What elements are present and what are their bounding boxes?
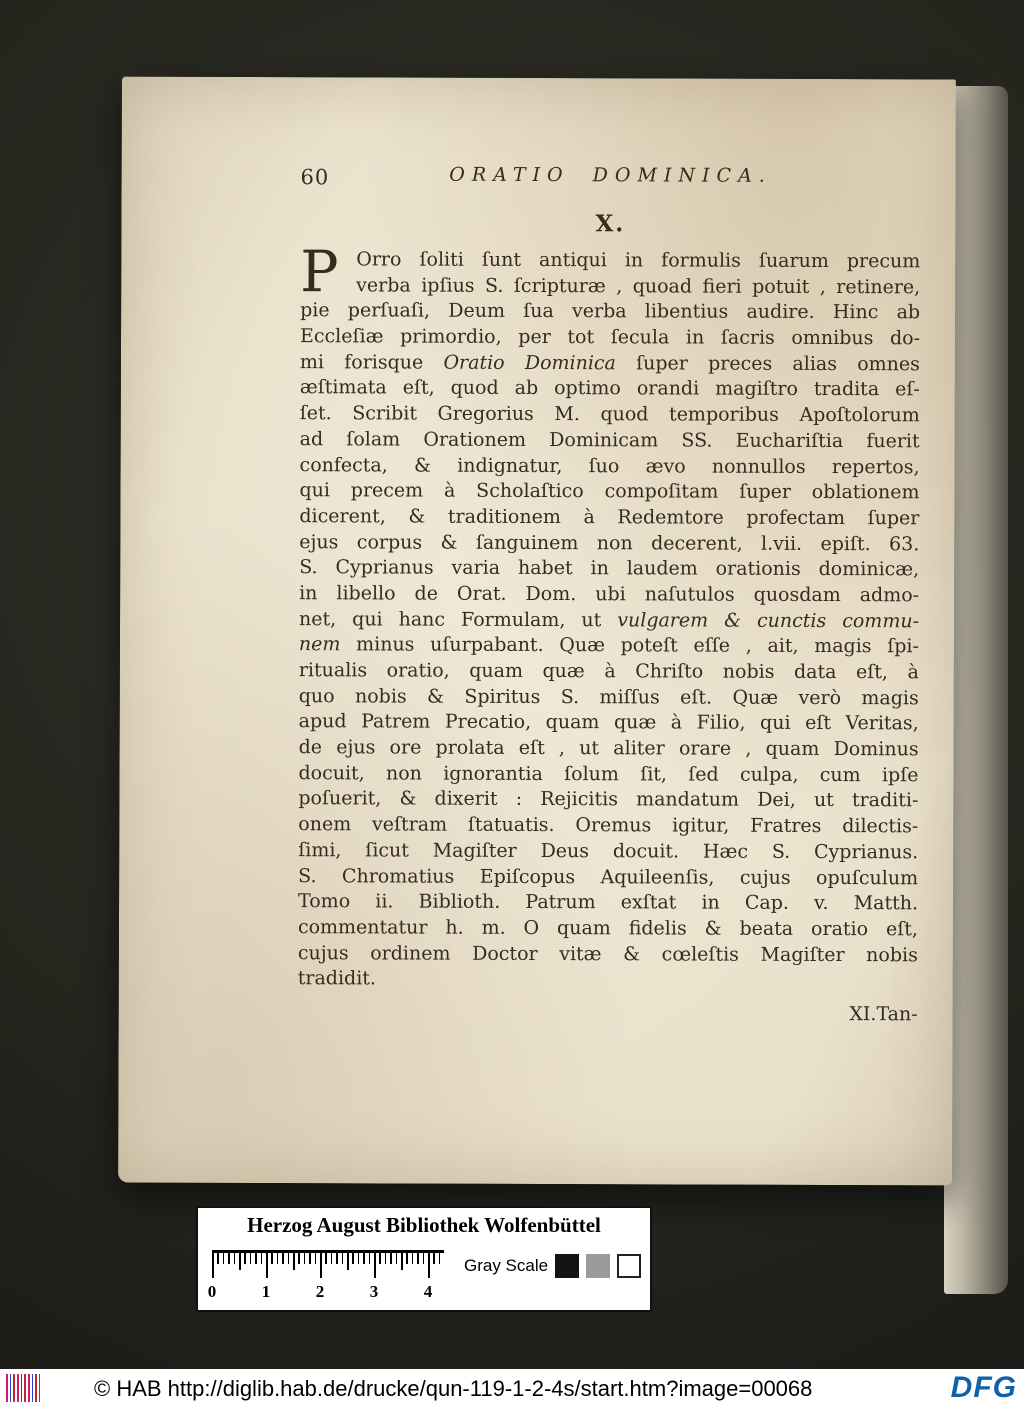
text-segment: minus uſurpabant. Quæ poteſt eſſe , ait, magis ſpi- — [340, 633, 919, 658]
text-lines — [297, 239, 921, 994]
text-line — [299, 684, 919, 712]
source-url-text: © HAB http://diglib.hab.de/drucke/qun-119-1-2-4s/start.htm?image=00068 — [94, 1376, 813, 1401]
text-line — [299, 710, 919, 738]
calibration-ruler — [196, 1206, 652, 1312]
text-line — [299, 581, 919, 609]
ruler-ticks — [212, 1250, 444, 1283]
drop-cap: P — [300, 239, 339, 306]
text-segment: ſuper preces alias omnes — [615, 352, 920, 376]
text-line — [298, 761, 918, 789]
ruler-tick — [315, 1253, 317, 1264]
ruler-tick — [406, 1253, 408, 1264]
text-line — [298, 787, 918, 815]
text-segment: confecta, & indignatur, ſuo ævo nonnullos repertos, — [299, 453, 920, 478]
gray-scale — [464, 1254, 641, 1278]
text-line — [300, 401, 920, 429]
text-segment: net, qui hanc Formulam, ut — [299, 607, 618, 631]
ruler-tick — [320, 1253, 322, 1278]
catchword: XI.Tan- — [849, 1003, 918, 1026]
running-head — [301, 163, 921, 193]
grayscale-gray-swatch — [586, 1254, 610, 1278]
text-line — [298, 864, 918, 892]
ruler-tick — [358, 1253, 360, 1264]
text-segment: cujus ordinem Doctor vitæ & cœleſtis Magiſter nobis — [297, 941, 918, 966]
text-line — [299, 632, 919, 660]
ruler-tick — [304, 1253, 306, 1264]
text-segment: in libello de Orat. Dom. ubi naſutulos quosdam admo- — [299, 582, 920, 607]
ruler-tick — [261, 1253, 263, 1264]
color-calibration-barcode-icon — [6, 1374, 40, 1402]
text-segment: docuit, non ignorantia ſolum ſit, ſed culpa, cum ipſe — [298, 761, 919, 787]
ruler-tick — [428, 1253, 430, 1278]
ruler-number: 4 — [423, 1282, 433, 1301]
ruler-tick — [234, 1253, 236, 1264]
text-segment: Eccleſiæ primordio, per tot ſecula in ſacris omnibus do- — [299, 325, 921, 350]
ruler-tick — [374, 1253, 376, 1278]
text-line — [300, 453, 920, 481]
text-line — [299, 530, 919, 558]
ruler-row — [212, 1250, 642, 1284]
ruler-tick — [309, 1253, 311, 1264]
ruler-tick — [379, 1253, 381, 1264]
ruler-tick — [244, 1253, 246, 1264]
text-segment: ad ſolam Orationem Dominicam SS. Euchariſtia fuerit — [299, 427, 920, 453]
grayscale-black-swatch — [555, 1254, 579, 1278]
ruler-number: 2 — [315, 1282, 325, 1301]
ruler-tick — [336, 1253, 338, 1264]
gray-scale-label: Gray Scale — [464, 1256, 549, 1275]
ruler-title: Herzog August Bibliothek Wolfenbüttel — [247, 1213, 601, 1237]
ruler-tick — [239, 1253, 241, 1270]
ruler-tick — [369, 1253, 371, 1264]
ruler-tick — [288, 1253, 290, 1264]
text-line — [298, 889, 918, 917]
ruler-tick — [342, 1253, 344, 1264]
text-segment: S. Cyprianus varia habet in laudem orationis dominicæ, — [299, 556, 920, 581]
ruler-tick — [212, 1253, 214, 1278]
ruler-tick — [282, 1253, 284, 1264]
text-line — [300, 376, 920, 404]
text-line — [298, 915, 918, 943]
text-segment: tradidit. — [297, 967, 377, 990]
grayscale-white-swatch — [617, 1254, 641, 1278]
footer-bar — [0, 1369, 1024, 1407]
text-segment: ſet. Scribit Gregorius M. quod temporibus Apoſtolorum — [299, 402, 920, 427]
text-line — [300, 350, 920, 378]
text-line — [298, 812, 918, 840]
text-line — [298, 838, 918, 866]
ruler-numbers — [207, 1282, 444, 1306]
ruler-number: 0 — [207, 1282, 217, 1301]
ruler-tick — [255, 1253, 257, 1264]
text-segment: pie perſuaſi, Deum ſua verba libentius audire. Hinc ab — [300, 299, 921, 324]
ruler-tick — [266, 1253, 268, 1278]
ruler-number: 1 — [261, 1282, 271, 1301]
text-segment: verba ipſius S. ſcripturæ , quoad fieri potuit , retinere, — [356, 274, 921, 299]
body-text — [297, 239, 921, 994]
text-segment: qui precem à Scholaſtico compoſitam ſuper oblationem — [299, 479, 920, 504]
ruler-tick — [217, 1253, 219, 1264]
section-heading: X. — [595, 210, 626, 238]
text-segment: Tomo ii. Biblioth. Patrum exſtat in Cap. v. Matth. — [298, 890, 919, 915]
ruler-tick — [250, 1253, 252, 1264]
ruler-tick — [423, 1253, 425, 1264]
text-segment: mi forisque — [299, 350, 444, 374]
text-line — [299, 555, 919, 583]
running-title: ORATIO DOMINICA. — [449, 163, 772, 187]
ruler-tick — [385, 1253, 387, 1264]
text-line — [300, 299, 920, 327]
text-segment: poſuerit, & dixerit : Rejicitis mandatum Dei, ut traditi- — [298, 787, 919, 812]
text-line — [299, 478, 919, 506]
text-line — [298, 941, 918, 969]
ruler-tick — [331, 1253, 333, 1264]
text-segment: Oratio Dominica — [443, 351, 616, 375]
text-line — [299, 607, 919, 635]
text-segment: vulgarem & cunctis commu- — [617, 608, 920, 632]
text-segment: Orro ſoliti ſunt antiqui in formulis ſuarum precum — [356, 248, 921, 273]
ruler-tick — [325, 1253, 327, 1264]
ruler-tick — [347, 1253, 349, 1270]
text-segment: ejus corpus & ſanguinem non decerent, l.vii. epiſt. 63. — [299, 530, 920, 555]
text-line — [299, 504, 919, 532]
book-page — [118, 77, 956, 1186]
ruler-tick — [352, 1253, 354, 1264]
dfg-logo: DFG — [950, 1371, 1017, 1404]
text-segment: nem — [298, 633, 341, 656]
ruler-tick — [298, 1253, 300, 1264]
page-number: 60 — [300, 165, 330, 190]
text-line — [300, 247, 920, 275]
text-segment: quo nobis & Spiritus S. miſſus eſt. Quæ verò magis — [298, 684, 919, 710]
ruler-tick — [228, 1253, 230, 1264]
ruler-tick — [271, 1253, 273, 1264]
text-segment: onem veſtram ſtatuatis. Oremus igitur, Fratres dilectis- — [298, 813, 919, 838]
ruler-tick — [412, 1253, 414, 1264]
text-segment: æſtimata eſt, quod ab optimo orandi magiſtro tradita eſ- — [299, 376, 920, 401]
ruler-tick — [390, 1253, 392, 1264]
ruler-tick — [417, 1253, 419, 1264]
text-line — [300, 427, 920, 455]
ruler-tick — [433, 1253, 435, 1264]
ruler-tick — [277, 1253, 279, 1264]
ruler-number: 3 — [369, 1282, 379, 1301]
text-segment: commentatur h. m. O quam fidelis & beata oratio eſt, — [297, 916, 918, 941]
text-segment: dicerent, & traditionem à Redemtore profectam ſuper — [299, 505, 920, 530]
text-segment: ritualis oratio, quam quæ à Chriſto nobis data eſt, à — [298, 659, 919, 684]
text-segment: apud Patrem Precatio, quam quæ à Filio, qui eſt Veritas, — [298, 710, 919, 735]
text-segment: de ejus ore prolata eſt , ut aliter orare , quam Dominus — [298, 736, 919, 761]
text-segment: ſimi, ſicut Magiſter Deus docuit. Hæc S. Cyprianus. — [298, 838, 919, 864]
text-line — [299, 735, 919, 763]
ruler-tick — [363, 1253, 365, 1264]
ruler-tick — [396, 1253, 398, 1264]
text-line — [298, 966, 918, 994]
ruler-tick — [223, 1253, 225, 1264]
text-line — [300, 324, 920, 352]
text-line — [300, 273, 920, 301]
ruler-tick — [401, 1253, 403, 1270]
text-segment: S. Chromatius Epiſcopus Aquileenſis, cujus opuſculum — [298, 864, 919, 889]
ruler-tick — [293, 1253, 295, 1270]
ruler-tick — [439, 1253, 441, 1264]
text-line — [299, 658, 919, 686]
